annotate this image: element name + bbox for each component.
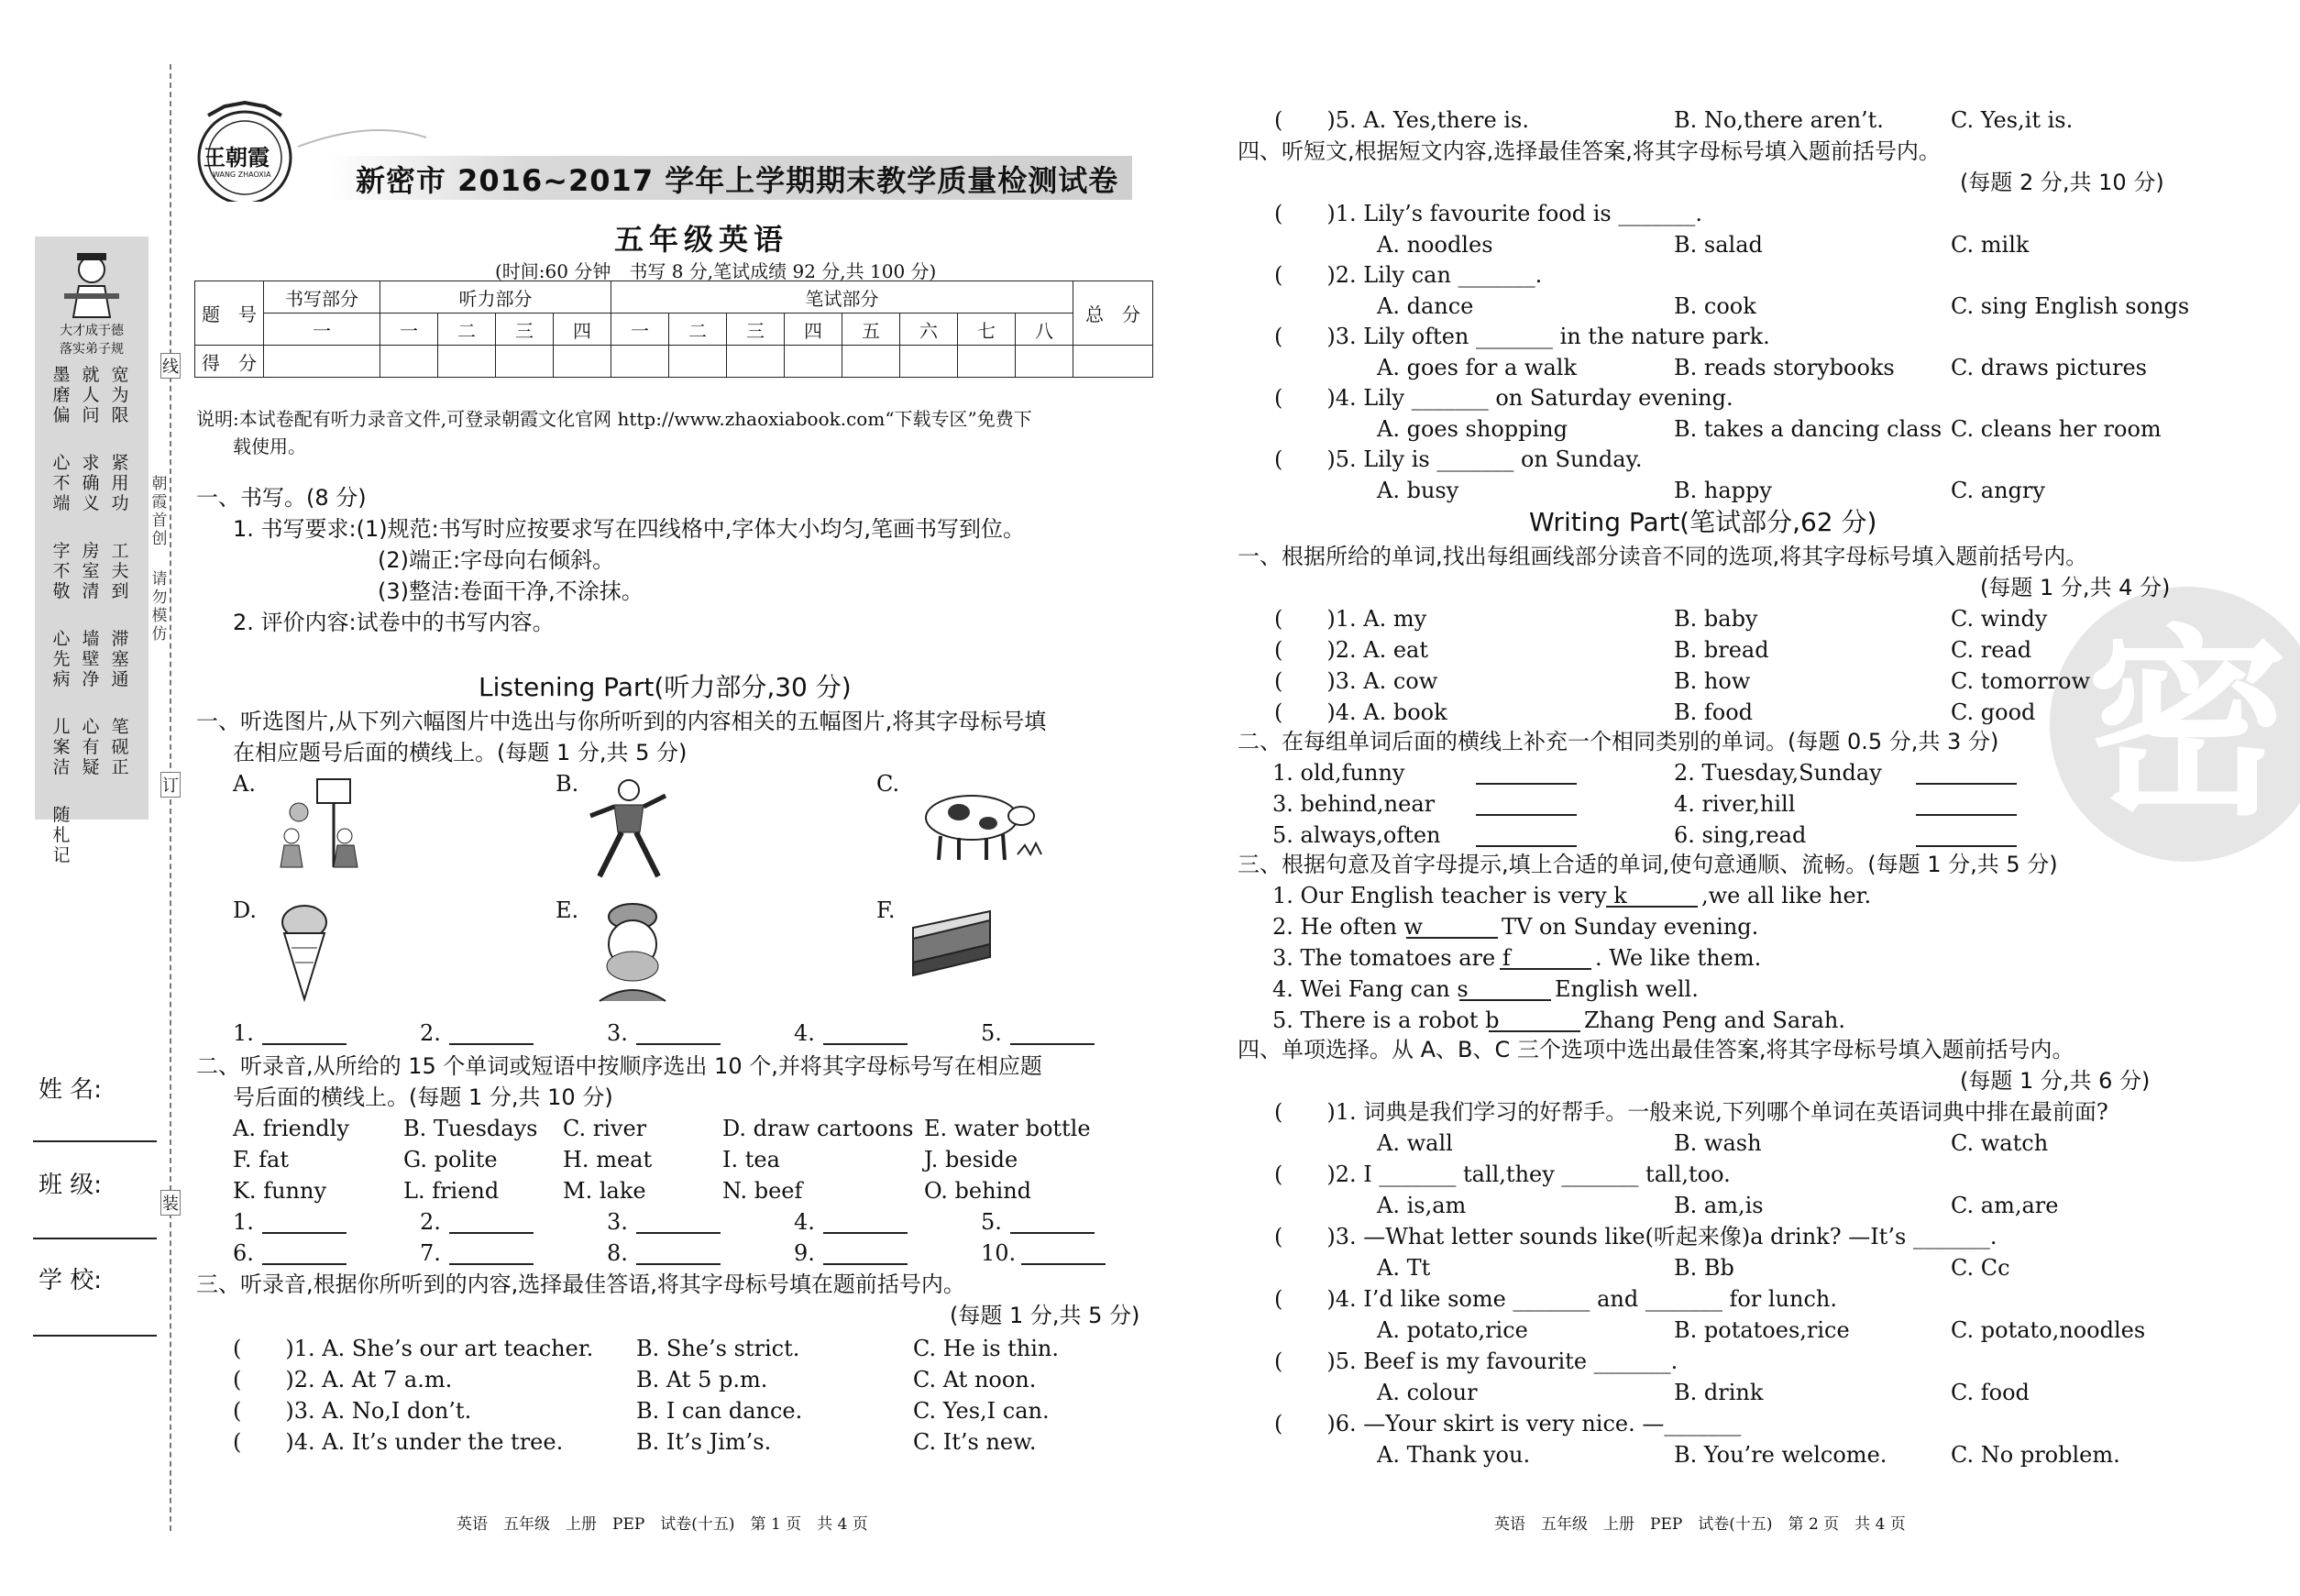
motto-column: 墨磨偏 (52, 365, 71, 425)
multiple-choice-option: A. potato,rice (1377, 1317, 1528, 1343)
kungfu-picture (583, 776, 675, 882)
writing-req-3: (3)整洁:卷面干净,不涂抹。 (378, 578, 644, 604)
word-answer-blank[interactable] (823, 1232, 908, 1234)
score-col: 三 (727, 314, 785, 346)
listening-s2-title-2: 号后面的横线上。(每题 1 分,共 10 分) (233, 1084, 613, 1110)
listening-s3-option: B. At 5 p.m. (636, 1367, 768, 1392)
listening-part-title: Listening Part(听力部分,30 分) (479, 672, 852, 702)
writing-w1-score: (每题 1 分,共 4 分) (1980, 575, 2171, 600)
listening-s4-option: C. milk (1951, 232, 2030, 258)
multiple-choice-option: B. drink (1674, 1380, 1764, 1405)
motto-column: 笔砚正 (111, 717, 129, 777)
listening-s4-option: B. takes a dancing class (1674, 416, 1942, 442)
fill-in-suffix: . We like them. (1595, 945, 1762, 971)
picture-answer-blank[interactable] (1010, 1043, 1095, 1045)
multiple-choice-option: A. is,am (1377, 1193, 1467, 1218)
word-option: J. beside (924, 1147, 1018, 1172)
score-table-header-writing: 书写部分 (264, 281, 380, 314)
multiple-choice-option: A. colour (1377, 1380, 1478, 1405)
listening-s3-option: C. Yes,I can. (913, 1398, 1050, 1424)
word-answer-blank[interactable] (636, 1263, 721, 1265)
picture-answer-blank[interactable] (262, 1043, 347, 1045)
word-option: H. meat (563, 1147, 653, 1172)
fold-mark-2: 订 (160, 772, 181, 798)
score-cell[interactable] (438, 346, 496, 378)
motto-column: 心先病 (52, 629, 71, 689)
listening-s1-title-2: 在相应题号后面的横线上。(每题 1 分,共 5 分) (233, 740, 688, 765)
listening-s4-option: A. busy (1377, 478, 1459, 503)
picture-label-a: A. (233, 771, 256, 797)
word-category-item: 1. old,funny (1272, 760, 1405, 786)
listening-s3-score: (每题 1 分,共 5 分) (950, 1303, 1140, 1328)
word-answer-number: 4. (794, 1209, 815, 1235)
score-col: 一 (611, 314, 669, 346)
motto-column: 就人问 (82, 365, 100, 425)
word-answer-blank[interactable] (449, 1232, 534, 1234)
word-option: E. water bottle (924, 1116, 1091, 1141)
listening-s4-score: (每题 2 分,共 10 分) (1960, 170, 2164, 195)
word-option: L. friend (403, 1178, 500, 1204)
ice-cream-picture (273, 902, 337, 1003)
name-label: 姓 名: (39, 1076, 103, 1104)
fill-in-blank[interactable] (1606, 906, 1698, 908)
word-answer-number: 10. (981, 1240, 1017, 1266)
motto-line-2: 落实弟子规 (60, 342, 124, 357)
word-option: F. fat (233, 1147, 290, 1172)
multiple-choice-question: ( )2. I _______ tall,they _______ tall,too. (1274, 1161, 1731, 1187)
multiple-choice-question: ( )5. Beef is my favourite _______. (1274, 1348, 1678, 1374)
phonics-option: B. bread (1674, 637, 1769, 663)
score-table-header-total: 总 分 (1073, 281, 1153, 346)
word-answer-blank[interactable] (262, 1232, 347, 1234)
phonics-option: C. read (1951, 637, 2032, 663)
watermark-seal (2050, 587, 2300, 862)
listening-s4-option: C. angry (1951, 478, 2045, 503)
listening-s1-title: 一、听选图片,从下列六幅图片中选出与你所听到的内容相关的五幅图片,将其字母标号填 (196, 709, 1047, 734)
listening-s4-question: ( )5. Lily is _______ on Sunday. (1274, 446, 1643, 472)
fill-in-suffix: English well. (1555, 976, 1699, 1002)
score-cell[interactable] (1073, 346, 1153, 378)
score-col: 八 (1016, 314, 1073, 346)
vertical-note-1: 朝霞首创 (151, 475, 168, 548)
score-col: 四 (785, 314, 842, 346)
word-option: K. funny (233, 1178, 326, 1204)
motto-column: 墙壁净 (82, 629, 100, 689)
word-option: C. river (563, 1116, 647, 1141)
word-answer-number: 7. (420, 1240, 441, 1266)
word-category-blank[interactable] (1476, 845, 1577, 847)
score-cell[interactable] (1016, 346, 1073, 378)
word-category-blank[interactable] (1916, 783, 2017, 785)
school-label: 学 校: (39, 1267, 103, 1294)
word-option: N. beef (722, 1178, 803, 1204)
word-answer-number: 9. (794, 1240, 815, 1266)
word-category-item: 3. behind,near (1272, 791, 1436, 817)
listening-s4-option: B. salad (1674, 232, 1763, 258)
score-col: 五 (842, 314, 900, 346)
writing-w4-title: 四、单项选择。从 A、B、C 三个选项中选出最佳答案,将其字母标号填入题前括号内。 (1238, 1037, 2074, 1062)
listening-s3-option: ( )2. A. At 7 a.m. (233, 1367, 453, 1392)
listening-s3-option: C. He is thin. (913, 1336, 1060, 1361)
word-category-item: 5. always,often (1272, 822, 1441, 848)
listening-s4-question: ( )1. Lily’s favourite food is _______. (1274, 201, 1702, 226)
listening-s3-option: B. She’s strict. (636, 1336, 800, 1361)
exam-title: 新密市 2016~2017 学年上学期期末教学质量检测试卷 (356, 163, 1119, 198)
score-cell[interactable] (554, 346, 611, 378)
multiple-choice-option: B. wash (1674, 1130, 1762, 1156)
motto-column: 房室清 (82, 541, 100, 601)
listening-s3-option: ( )4. A. It’s under the tree. (233, 1429, 564, 1455)
word-option: B. Tuesdays (403, 1116, 538, 1141)
multiple-choice-option: A. Thank you. (1377, 1442, 1531, 1468)
fill-in-suffix: ,we all like her. (1701, 883, 1872, 908)
motto-column: 儿案洁 (52, 717, 71, 777)
picture-answer-blank[interactable] (449, 1043, 534, 1045)
score-col: 六 (900, 314, 958, 346)
phonics-option: B. food (1674, 699, 1754, 725)
fill-in-prefix: 1. Our English teacher is very k (1272, 883, 1627, 908)
fill-in-blank[interactable] (1406, 937, 1498, 939)
listening-s3-option: B. I can dance. (636, 1398, 803, 1424)
phonics-option: C. tomorrow (1951, 668, 2091, 694)
fold-mark-1: 线 (160, 353, 181, 379)
motto-column: 工夫到 (111, 541, 129, 601)
footer-right: 英语 五年级 上册 PEP 试卷(十五) 第 2 页 共 4 页 (1494, 1515, 1906, 1534)
score-cell[interactable] (669, 346, 727, 378)
section-writing-title: 一、书写。(8 分) (196, 485, 367, 511)
word-answer-blank[interactable] (636, 1232, 721, 1234)
multiple-choice-option: C. am,are (1951, 1193, 2059, 1218)
score-cell[interactable] (785, 346, 842, 378)
watermark-text: 密 (2086, 605, 2289, 842)
listening-s4-title: 四、听短文,根据短文内容,选择最佳答案,将其字母标号填入题前括号内。 (1238, 138, 1941, 164)
class-field[interactable] (33, 1238, 157, 1239)
motto-column: 心不端 (52, 453, 71, 513)
motto-column: 紧用功 (111, 453, 129, 513)
score-col: 二 (669, 314, 727, 346)
writing-w2-title: 二、在每组单词后面的横线上补充一个相同类别的单词。(每题 0.5 分,共 3 分) (1238, 729, 1999, 754)
name-field[interactable] (33, 1140, 157, 1142)
motto-line-1: 大才成于德 (60, 324, 124, 338)
word-answer-number: 2. (420, 1209, 441, 1235)
multiple-choice-option: B. potatoes,rice (1674, 1317, 1850, 1343)
picture-answer-blank[interactable] (636, 1043, 721, 1045)
multiple-choice-option: B. am,is (1674, 1193, 1764, 1218)
listening-s3-option: C. At noon. (913, 1367, 1037, 1392)
score-table-header-written: 笔试部分 (611, 281, 1073, 314)
word-answer-number: 3. (607, 1209, 628, 1235)
score-col: 三 (496, 314, 554, 346)
brand-logo-text: 王朝霞 (204, 144, 270, 171)
score-table-header-number: 题 号 (195, 281, 264, 346)
word-category-blank[interactable] (1916, 814, 2017, 816)
score-cell[interactable] (380, 346, 438, 378)
multiple-choice-question: ( )6. —Your skirt is very nice. —_______ (1274, 1411, 1742, 1436)
score-col: 七 (958, 314, 1016, 346)
fill-in-prefix: 4. Wei Fang can s (1272, 976, 1469, 1002)
writing-req-4: 2. 评价内容:试卷中的书写内容。 (233, 610, 555, 635)
word-option: I. tea (722, 1147, 780, 1172)
score-col: 二 (438, 314, 496, 346)
listening-s4-option: A. goes for a walk (1377, 355, 1577, 380)
note-line-2: 载使用。 (233, 435, 306, 457)
word-category-item: 2. Tuesday,Sunday (1674, 760, 1882, 786)
subject-title: 五年级英语 (614, 222, 789, 257)
note-line-1: 说明:本试卷配有听力录音文件,可登录朝霞文化官网 http://www.zhaoxiabook.com“下载专区”免费下 (196, 408, 1032, 430)
motto-column: 求确义 (82, 453, 100, 513)
writing-req-2: (2)端正:字母向右倾斜。 (378, 547, 615, 573)
word-category-item: 4. river,hill (1674, 791, 1796, 817)
listening-s3-option: B. It’s Jim’s. (636, 1429, 772, 1455)
listening-s3-option: ( )3. A. No,I don’t. (233, 1398, 472, 1424)
word-category-item: 6. sing,read (1674, 822, 1807, 848)
score-table-header-listening: 听力部分 (380, 281, 611, 314)
word-answer-blank[interactable] (823, 1263, 908, 1265)
word-option: D. draw cartoons (722, 1116, 914, 1141)
score-cell[interactable] (496, 346, 554, 378)
fill-in-blank[interactable] (1459, 999, 1551, 1001)
listening-s4-option: C. draws pictures (1951, 355, 2147, 380)
listening-s3-option: B. No,there aren’t. (1674, 107, 1884, 133)
cow-picture (908, 781, 1054, 864)
multiple-choice-question: ( )1. 词典是我们学习的好帮手。一般来说,下列哪个单词在英语词典中排在最前面? (1274, 1099, 2108, 1125)
picture-label-f: F. (876, 897, 896, 923)
word-category-blank[interactable] (1476, 814, 1577, 816)
listening-s3-title: 三、听录音,根据你所听到的内容,选择最佳答语,将其字母标号填在题前括号内。 (196, 1271, 965, 1297)
phonics-option: ( )4. A. book (1274, 699, 1447, 725)
fill-in-prefix: 5. There is a robot b (1272, 1007, 1500, 1033)
multiple-choice-option: C. watch (1951, 1130, 2049, 1156)
fill-in-suffix: Zhang Peng and Sarah. (1584, 1007, 1845, 1033)
score-cell[interactable] (958, 346, 1016, 378)
score-cell[interactable] (611, 346, 669, 378)
score-col: 四 (554, 314, 611, 346)
listening-s4-question: ( )4. Lily _______ on Saturday evening. (1274, 385, 1733, 411)
listening-s4-option: A. goes shopping (1377, 416, 1568, 442)
writing-w3-title: 三、根据句意及首字母提示,填上合适的单词,使句意通顺、流畅。(每题 1 分,共 5 分) (1238, 852, 2058, 877)
multiple-choice-option: A. Tt (1377, 1255, 1431, 1281)
picture-label-d: D. (233, 897, 258, 923)
phonics-option: B. how (1674, 668, 1751, 694)
word-answer-number: 8. (607, 1240, 628, 1266)
multiple-choice-option: C. food (1951, 1380, 2030, 1405)
word-answer-blank[interactable] (1021, 1263, 1106, 1265)
word-category-blank[interactable] (1476, 783, 1577, 785)
picture-answer-number: 2. (420, 1020, 441, 1046)
multiple-choice-question: ( )4. I’d like some _______ and _______ for lunch. (1274, 1286, 1838, 1312)
class-label: 班 级: (39, 1172, 103, 1199)
multiple-choice-option: C. potato,noodles (1951, 1317, 2146, 1343)
scholar-illustration (61, 246, 123, 319)
motto-sidebar (35, 237, 149, 865)
fold-line (170, 64, 171, 1531)
score-table (194, 281, 1153, 378)
word-answer-blank[interactable] (449, 1263, 534, 1265)
writing-w1-title: 一、根据所给的单词,找出每组画线部分读音不同的选项,将其字母标号填入题前括号内。 (1238, 544, 2088, 569)
phonics-option: B. baby (1674, 606, 1758, 632)
word-answer-blank[interactable] (262, 1263, 347, 1265)
multiple-choice-option: C. Cc (1951, 1255, 2010, 1281)
word-category-blank[interactable] (1916, 845, 2017, 847)
phonics-option: C. good (1951, 699, 2036, 725)
word-answer-number: 5. (981, 1209, 1002, 1235)
score-col: 一 (264, 314, 380, 346)
motto-column: 字不敬 (52, 541, 71, 601)
fill-in-prefix: 2. He often w (1272, 914, 1424, 940)
word-answer-number: 6. (233, 1240, 254, 1266)
picture-answer-blank[interactable] (823, 1043, 908, 1045)
footer-left: 英语 五年级 上册 PEP 试卷(十五) 第 1 页 共 4 页 (457, 1515, 868, 1534)
listening-s4-option: C. cleans her room (1951, 416, 2162, 442)
listening-s4-question: ( )3. Lily often _______ in the nature park. (1274, 324, 1770, 349)
multiple-choice-option: C. No problem. (1951, 1442, 2120, 1468)
listening-s4-option: B. happy (1674, 478, 1772, 503)
school-field[interactable] (33, 1335, 157, 1337)
word-option: A. friendly (233, 1116, 349, 1141)
listening-s4-option: C. sing English songs (1951, 293, 2190, 319)
phonics-option: C. windy (1951, 606, 2048, 632)
writing-req-1: 1. 书写要求:(1)规范:书写时应按要求写在四线格中,字体大小均匀,笔画书写到位。 (233, 516, 1025, 542)
motto-column: 随札记 (52, 805, 71, 865)
brand-sub-text: WANG ZHAOXIA (213, 171, 271, 179)
fill-in-suffix: TV on Sunday evening. (1502, 914, 1759, 940)
picture-label-b: B. (556, 771, 579, 797)
word-option: O. behind (924, 1178, 1032, 1204)
word-option: G. polite (403, 1147, 498, 1172)
writing-w4-score: (每题 1 分,共 6 分) (1960, 1068, 2151, 1094)
multiple-choice-option: B. You’re welcome. (1674, 1442, 1887, 1468)
fill-in-blank[interactable] (1489, 1030, 1580, 1032)
score-col: 一 (380, 314, 438, 346)
listening-s3-option: C. Yes,it is. (1951, 107, 2074, 133)
score-cell[interactable] (727, 346, 785, 378)
listening-s4-option: B. cook (1674, 293, 1756, 319)
score-cell[interactable] (842, 346, 900, 378)
picture-label-e: E. (556, 897, 579, 923)
picture-answer-number: 5. (981, 1020, 1002, 1046)
fill-in-prefix: 3. The tomatoes are f (1272, 945, 1511, 971)
fill-in-blank[interactable] (1500, 968, 1591, 970)
word-answer-number: 1. (233, 1209, 254, 1235)
listening-s2-title: 二、听录音,从所给的 15 个单词或短语中按顺序选出 10 个,并将其字母标号写在相应题 (196, 1053, 1042, 1079)
listening-s4-option: B. reads storybooks (1674, 355, 1895, 380)
multiple-choice-option: B. Bb (1674, 1255, 1734, 1281)
time-info: (时间:60 分钟 书写 8 分,笔试成绩 92 分,共 100 分) (495, 260, 937, 282)
basketball-picture (271, 776, 363, 876)
listening-s3-option: ( )1. A. She’s our art teacher. (233, 1336, 594, 1361)
fold-mark-3: 装 (160, 1190, 181, 1216)
old-man-picture (587, 898, 678, 1005)
phonics-option: ( )1. A. my (1274, 606, 1427, 632)
listening-s4-option: A. dance (1377, 293, 1474, 319)
phonics-option: ( )3. A. cow (1274, 668, 1438, 694)
listening-s3-option: C. It’s new. (913, 1429, 1037, 1455)
picture-answer-number: 4. (794, 1020, 815, 1046)
picture-label-c: C. (876, 771, 900, 797)
picture-answer-number: 1. (233, 1020, 254, 1046)
score-cell[interactable] (900, 346, 958, 378)
phonics-option: ( )2. A. eat (1274, 637, 1428, 663)
score-table-row-label: 得 分 (195, 346, 264, 378)
sandwich-picture (908, 908, 996, 981)
listening-s4-option: A. noodles (1377, 232, 1493, 258)
motto-column: 心有疑 (82, 717, 100, 777)
listening-s4-question: ( )2. Lily can _______. (1274, 262, 1543, 288)
multiple-choice-question: ( )3. —What letter sounds like(听起来像)a drink? —It’s _______. (1274, 1224, 1997, 1249)
picture-answer-number: 3. (607, 1020, 628, 1046)
motto-column: 滞塞通 (111, 629, 129, 689)
word-option: M. lake (563, 1178, 646, 1204)
motto-column: 宽为限 (111, 365, 129, 425)
writing-part-title: Writing Part(笔试部分,62 分) (1529, 507, 1877, 537)
score-cell[interactable] (264, 346, 380, 378)
listening-s3-option: ( )5. A. Yes,there is. (1274, 107, 1529, 133)
multiple-choice-option: A. wall (1377, 1130, 1453, 1156)
word-answer-blank[interactable] (1010, 1232, 1095, 1234)
vertical-note-2: 请勿模仿 (151, 570, 168, 644)
